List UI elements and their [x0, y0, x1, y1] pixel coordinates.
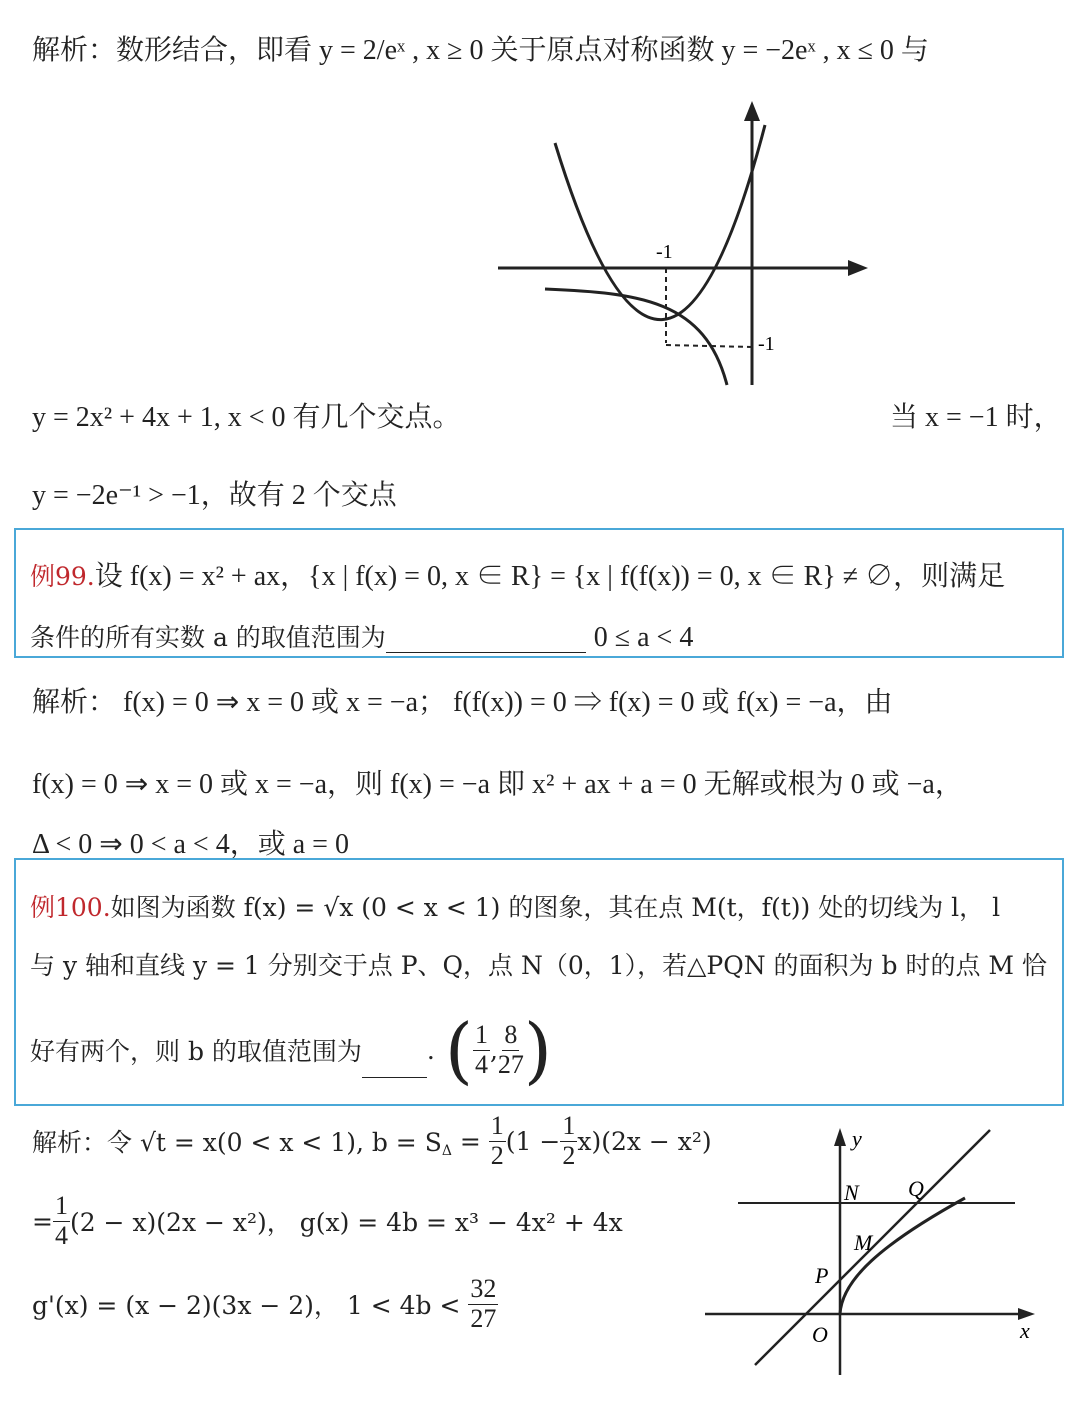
- svg-text:x: x: [1020, 1318, 1030, 1343]
- svg-text:O: O: [812, 1322, 828, 1347]
- example-100-line2: 与 y 轴和直线 y = 1 分别交于点 P、Q，点 N（0，1），若△PQN 的面积为 b 时的点 M 恰: [30, 951, 1047, 980]
- example-100-line1: 如图为函数 f(x) = √x (0 < x < 1) 的图象，其在点 M(t，f(t)) 处的切线为 l， l: [110, 893, 1001, 922]
- sol99-line1: 解析： f(x) = 0 ⇒ x = 0 或 x = −a； f(f(x)) = 0 ⇒ f(x) = 0 或 f(x) = −a，由: [32, 687, 893, 718]
- sol100-line1-b: (1 −: [505, 1126, 561, 1156]
- sol100-line1-a: 解析：令 √t = x(0 < x < 1), b = S: [32, 1128, 442, 1158]
- answer-fraction-2: $\frac{8}{27}$: [497, 1019, 524, 1079]
- example-100-label: 例100.: [30, 893, 111, 922]
- sol100-line1-c: x)(2x − x²): [577, 1126, 712, 1156]
- document-page: 解析：数形结合，即看 y = 2/eˣ , x ≥ 0 关于原点对称函数 y = −2eˣ , x ≤ 0 与 -1 -1 y = 2x² + 4x + 1, x < 0 有几个交点。 当 x = −1 时， y = −2e⁻¹ > −1，故有 2 个交点 例99.设 f(x) = x² + ax，{x | f(x) = 0, x ∈ R} = {x | f(f(x)) = 0, x ∈ R} ≠ ∅，则满足 条件的所有实数 a 的取值范围为 0 ≤ a < 4 解析： f(x) = 0 ⇒ x = 0 或 x = −a； f(f(x)) = 0 ⇒ f(x) = 0 或 f(x) = −a，由 f(x) = 0 ⇒ x = 0 或 x = −a，则 f(x) = −a 即 x² + ax + a = 0 无解或根为 0 或 −a， Δ < 0 ⇒ 0 < a < 4，或 a = 0 例100.如图为函数 f(x) = √x (0 < x < 1) 的图象，其在点 M(t，f(t)) 处的切线为 l， l 与 y 轴和直线 y = 1 分别交于点 P、Q，点 N（0，1），若△PQN 的面积为 b 时的点 M 恰 好有两个，则 b 的取值范围为 . ( $\frac{1}{4}$ , $\frac{8}{27}$ ) 解析：令 √t = x(0 < x < 1), b = S Δ = $\frac{1}{2}$ (1 − $\frac{1}{2}$ x)(2x − x²) = $\frac{1}{4}$ (2 − x)(2x − x²)， g(x) = 4b = x³ − 4x² + 4x g'(x) = (x − 2)(3x − 2)， 1 < 4b < $\frac{32}{27}$ y x N Q M P O: [0, 0, 1080, 1419]
- example-99-label: 例99.: [30, 562, 95, 591]
- example-100-box: 例100.如图为函数 f(x) = √x (0 < x < 1) 的图象，其在点 M(t，f(t)) 处的切线为 l， l 与 y 轴和直线 y = 1 分别交于点 P、Q，点 N（0，1），若△PQN 的面积为 b 时的点 M 恰 好有两个，则 b 的取值范围为 . ( $\frac{1}{4}$ , $\frac{8}{27}$ ): [14, 858, 1064, 1106]
- svg-text:y: y: [852, 1126, 862, 1151]
- graph-exp-parabola: [490, 95, 880, 395]
- answer-blank: [386, 623, 586, 653]
- example-99-line1: 设 f(x) = x² + ax，{x | f(x) = 0, x ∈ R} = {x | f(f(x)) = 0, x ∈ R} ≠ ∅，则满足: [94, 561, 1006, 592]
- example-99-box: [14, 528, 1064, 658]
- example-99-answer: 0 ≤ a < 4: [593, 622, 694, 653]
- answer-fraction-1: $\frac{1}{4}$: [474, 1019, 488, 1079]
- svg-text:N: N: [844, 1180, 859, 1205]
- sol100-line3: g'(x) = (x − 2)(3x − 2)， 1 < 4b <: [32, 1291, 461, 1321]
- sol98-line3: y = −2e⁻¹ > −1，故有 2 个交点: [32, 480, 397, 511]
- answer-blank: [362, 1048, 427, 1078]
- sol98-line2-right: 当 x = −1 时，: [890, 402, 1062, 433]
- sol99-line3: Δ < 0 ⇒ 0 < a < 4，或 a = 0: [32, 829, 349, 860]
- y-tick-label: -1: [758, 333, 775, 355]
- example-99-line2: 条件的所有实数 a 的取值范围为: [30, 623, 386, 652]
- x-tick-label: -1: [656, 241, 673, 263]
- example-100-line3: 好有两个，则 b 的取值范围为: [30, 1037, 362, 1066]
- graph-sqrt-tangent: [700, 1120, 1050, 1380]
- svg-text:Q: Q: [908, 1176, 924, 1201]
- sol100-line2: (2 − x)(2x − x²)， g(x) = 4b = x³ − 4x² + 4x: [69, 1208, 623, 1238]
- sol98-line2: y = 2x² + 4x + 1, x < 0 有几个交点。: [32, 402, 461, 433]
- svg-text:P: P: [815, 1263, 829, 1288]
- sol99-line2: f(x) = 0 ⇒ x = 0 或 x = −a，则 f(x) = −a 即 x² + ax + a = 0 无解或根为 0 或 −a，: [32, 769, 963, 800]
- sol98-line1: 解析：数形结合，即看 y = 2/eˣ , x ≥ 0 关于原点对称函数 y = −2eˣ , x ≤ 0 与: [32, 35, 929, 66]
- svg-text:M: M: [854, 1230, 873, 1255]
